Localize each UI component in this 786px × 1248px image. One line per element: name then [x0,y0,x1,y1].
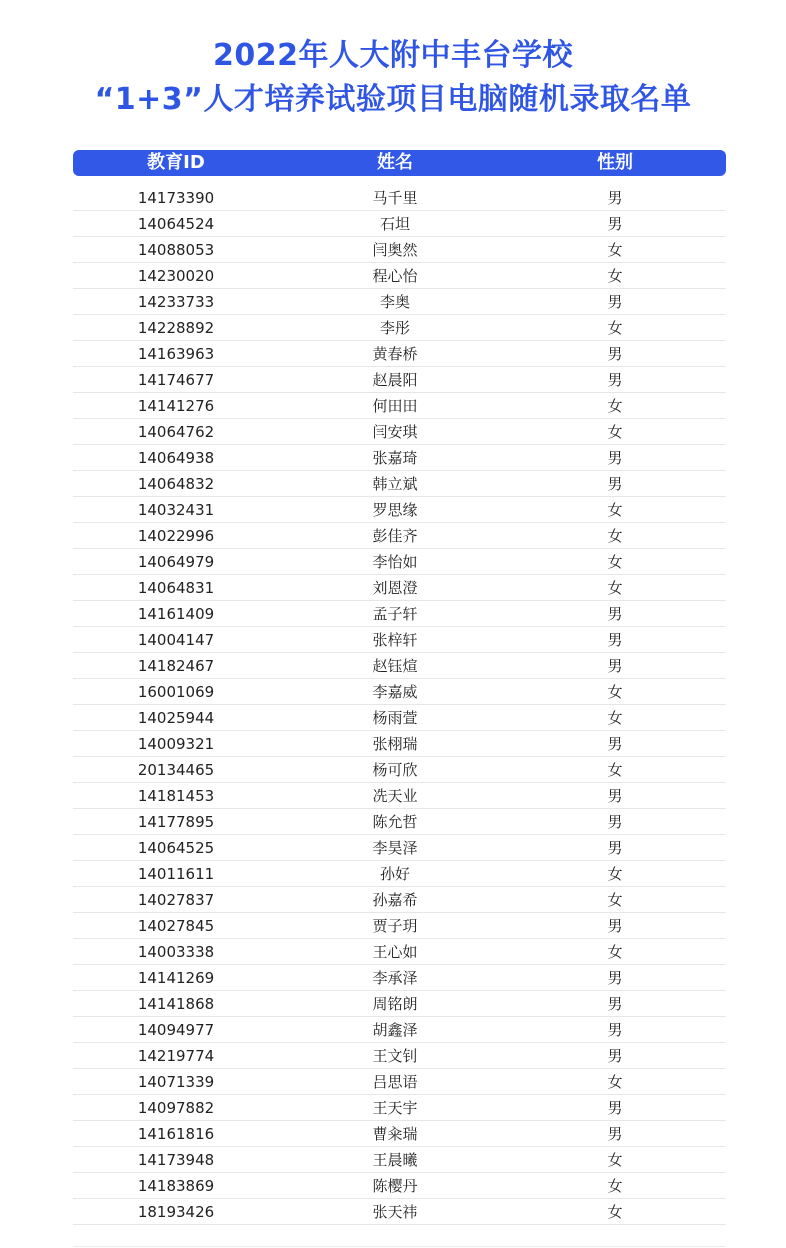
cell-id: 14064524 [137,215,215,233]
header-name: 姓名 [377,152,413,173]
cell-gender: 男 [607,215,623,233]
cell-name: 赵晨阳 [372,371,418,389]
table-header [73,150,726,176]
cell-gender: 女 [607,709,623,727]
cell-name: 李昊泽 [372,839,418,857]
cell-id: 14064832 [137,475,215,493]
cell-gender: 女 [607,319,623,337]
cell-id: 14177895 [137,813,215,831]
cell-name: 张梓轩 [372,631,418,649]
cell-gender: 男 [607,189,623,207]
cell-gender: 女 [607,865,623,883]
cell-name: 张栩瑞 [372,735,418,753]
cell-name: 李嘉威 [372,683,418,701]
cell-gender: 男 [607,839,623,857]
cell-id: 14173390 [137,189,215,207]
table-row [73,887,726,913]
table-row [73,757,726,783]
cell-id: 14004147 [137,631,215,649]
table-row [73,289,726,315]
table-row [73,679,726,705]
cell-id: 14161816 [137,1125,215,1143]
table-row [73,965,726,991]
table-row [73,471,726,497]
cell-gender: 女 [607,241,623,259]
cell-id: 14219774 [137,1047,215,1065]
cell-gender: 女 [607,397,623,415]
cell-id: 14097882 [137,1099,215,1117]
table-row [73,1121,726,1147]
table-row [73,523,726,549]
table-row [73,549,726,575]
table-row [73,731,726,757]
cell-gender: 女 [607,1073,623,1091]
cell-id: 14141276 [137,397,215,415]
cell-id: 14064979 [137,553,215,571]
cell-gender: 女 [607,267,623,285]
header-gender: 性别 [597,152,633,173]
table-row [73,627,726,653]
cell-name: 孟子轩 [372,605,418,623]
cell-name: 罗思缘 [372,501,418,519]
table-row [73,419,726,445]
table-row [73,237,726,263]
cell-gender: 男 [607,1099,623,1117]
cell-name: 周铭朗 [372,995,418,1013]
cell-gender: 男 [607,345,623,363]
cell-gender: 男 [607,657,623,675]
table-row [73,211,726,237]
table-row [73,1095,726,1121]
cell-id: 14174677 [137,371,215,389]
table-row [73,809,726,835]
cell-name: 张天祎 [372,1203,418,1221]
cell-id: 14182467 [137,657,215,675]
cell-name: 杨雨萱 [372,709,418,727]
cell-gender: 女 [607,579,623,597]
cell-name: 陈樱丹 [372,1177,418,1195]
cell-name: 闫奥然 [372,241,418,259]
cell-name: 程心怡 [372,267,418,285]
table-row [73,783,726,809]
cell-gender: 男 [607,1047,623,1065]
cell-name: 彭佳齐 [372,527,418,545]
table-row [73,653,726,679]
cell-name: 韩立斌 [372,475,418,493]
table-row [73,315,726,341]
cell-gender: 男 [607,293,623,311]
cell-id: 14233733 [137,293,215,311]
cell-id: 14228892 [137,319,215,337]
table-row [73,367,726,393]
cell-name: 王天宇 [372,1099,418,1117]
cell-id: 16001069 [137,683,215,701]
cell-name: 王心如 [372,943,418,961]
cell-name: 张嘉琦 [372,449,418,467]
cell-gender: 女 [607,761,623,779]
cell-gender: 女 [607,423,623,441]
cell-id: 14064762 [137,423,215,441]
cell-gender: 男 [607,735,623,753]
cell-id: 14094977 [137,1021,215,1039]
cell-gender: 男 [607,1125,623,1143]
cell-id: 14173948 [137,1151,215,1169]
cell-gender: 男 [607,631,623,649]
table-bottom-divider [73,1246,726,1247]
cell-id: 14141269 [137,969,215,987]
table-row [73,341,726,367]
cell-name: 何田田 [372,397,418,415]
cell-id: 14230020 [137,267,215,285]
cell-name: 闫安琪 [372,423,418,441]
cell-id: 14064938 [137,449,215,467]
cell-id: 14022996 [137,527,215,545]
table-row [73,1069,726,1095]
cell-name: 杨可欣 [372,761,418,779]
cell-gender: 女 [607,1151,623,1169]
cell-gender: 女 [607,527,623,545]
cell-gender: 女 [607,683,623,701]
table-row [73,601,726,627]
table-row [73,1173,726,1199]
cell-name: 刘恩澄 [372,579,418,597]
cell-name: 李奥 [379,293,410,311]
cell-name: 李怡如 [372,553,418,571]
cell-id: 14064525 [137,839,215,857]
table-row [73,835,726,861]
table-row [73,861,726,887]
cell-gender: 男 [607,1021,623,1039]
cell-gender: 女 [607,1177,623,1195]
cell-name: 石坦 [379,215,410,233]
table-row [73,263,726,289]
cell-name: 贾子玥 [372,917,418,935]
cell-name: 孙好 [379,865,410,883]
cell-name: 冼天业 [372,787,418,805]
cell-id: 14003338 [137,943,215,961]
cell-gender: 男 [607,813,623,831]
table-row [73,1199,726,1225]
cell-id: 14009321 [137,735,215,753]
cell-id: 14032431 [137,501,215,519]
cell-name: 胡鑫泽 [372,1021,418,1039]
table-body [73,185,726,1225]
table-row [73,1147,726,1173]
cell-name: 王晨曦 [372,1151,418,1169]
cell-id: 14088053 [137,241,215,259]
cell-id: 14161409 [137,605,215,623]
cell-gender: 男 [607,475,623,493]
cell-name: 李彤 [379,319,410,337]
cell-name: 王文钊 [372,1047,418,1065]
cell-id: 20134465 [137,761,215,779]
cell-id: 14163963 [137,345,215,363]
cell-id: 14064831 [137,579,215,597]
cell-gender: 女 [607,943,623,961]
table-row [73,1017,726,1043]
cell-name: 陈允哲 [372,813,418,831]
table-row [73,939,726,965]
cell-id: 14011611 [137,865,215,883]
cell-gender: 男 [607,969,623,987]
cell-name: 孙嘉希 [372,891,418,909]
cell-name: 黄春桥 [372,345,418,363]
cell-gender: 女 [607,553,623,571]
cell-gender: 女 [607,1203,623,1221]
table-row [73,497,726,523]
cell-id: 14025944 [137,709,215,727]
header-id: 教育ID [147,152,205,173]
cell-name: 曹籴瑞 [372,1125,418,1143]
cell-id: 14027837 [137,891,215,909]
table-row [73,1043,726,1069]
table-row [73,991,726,1017]
cell-gender: 男 [607,995,623,1013]
cell-name: 李承泽 [372,969,418,987]
cell-name: 赵钰煊 [372,657,418,675]
cell-gender: 男 [607,787,623,805]
cell-id: 14141868 [137,995,215,1013]
cell-id: 14027845 [137,917,215,935]
table-row [73,913,726,939]
table-row [73,575,726,601]
cell-gender: 男 [607,449,623,467]
table-row [73,445,726,471]
cell-gender: 女 [607,501,623,519]
cell-name: 吕思语 [372,1073,418,1091]
cell-id: 18193426 [137,1203,215,1221]
cell-id: 14183869 [137,1177,215,1195]
cell-name: 马千里 [372,189,418,207]
cell-id: 14071339 [137,1073,215,1091]
cell-gender: 男 [607,371,623,389]
page-title: 2022年人大附中丰台学校 [213,38,573,73]
table-row [73,705,726,731]
cell-id: 14181453 [137,787,215,805]
page-subtitle: “1+3”人才培养试验项目电脑随机录取名单 [94,82,692,117]
table-row [73,185,726,211]
cell-gender: 男 [607,605,623,623]
cell-gender: 女 [607,891,623,909]
table-row [73,393,726,419]
cell-gender: 男 [607,917,623,935]
